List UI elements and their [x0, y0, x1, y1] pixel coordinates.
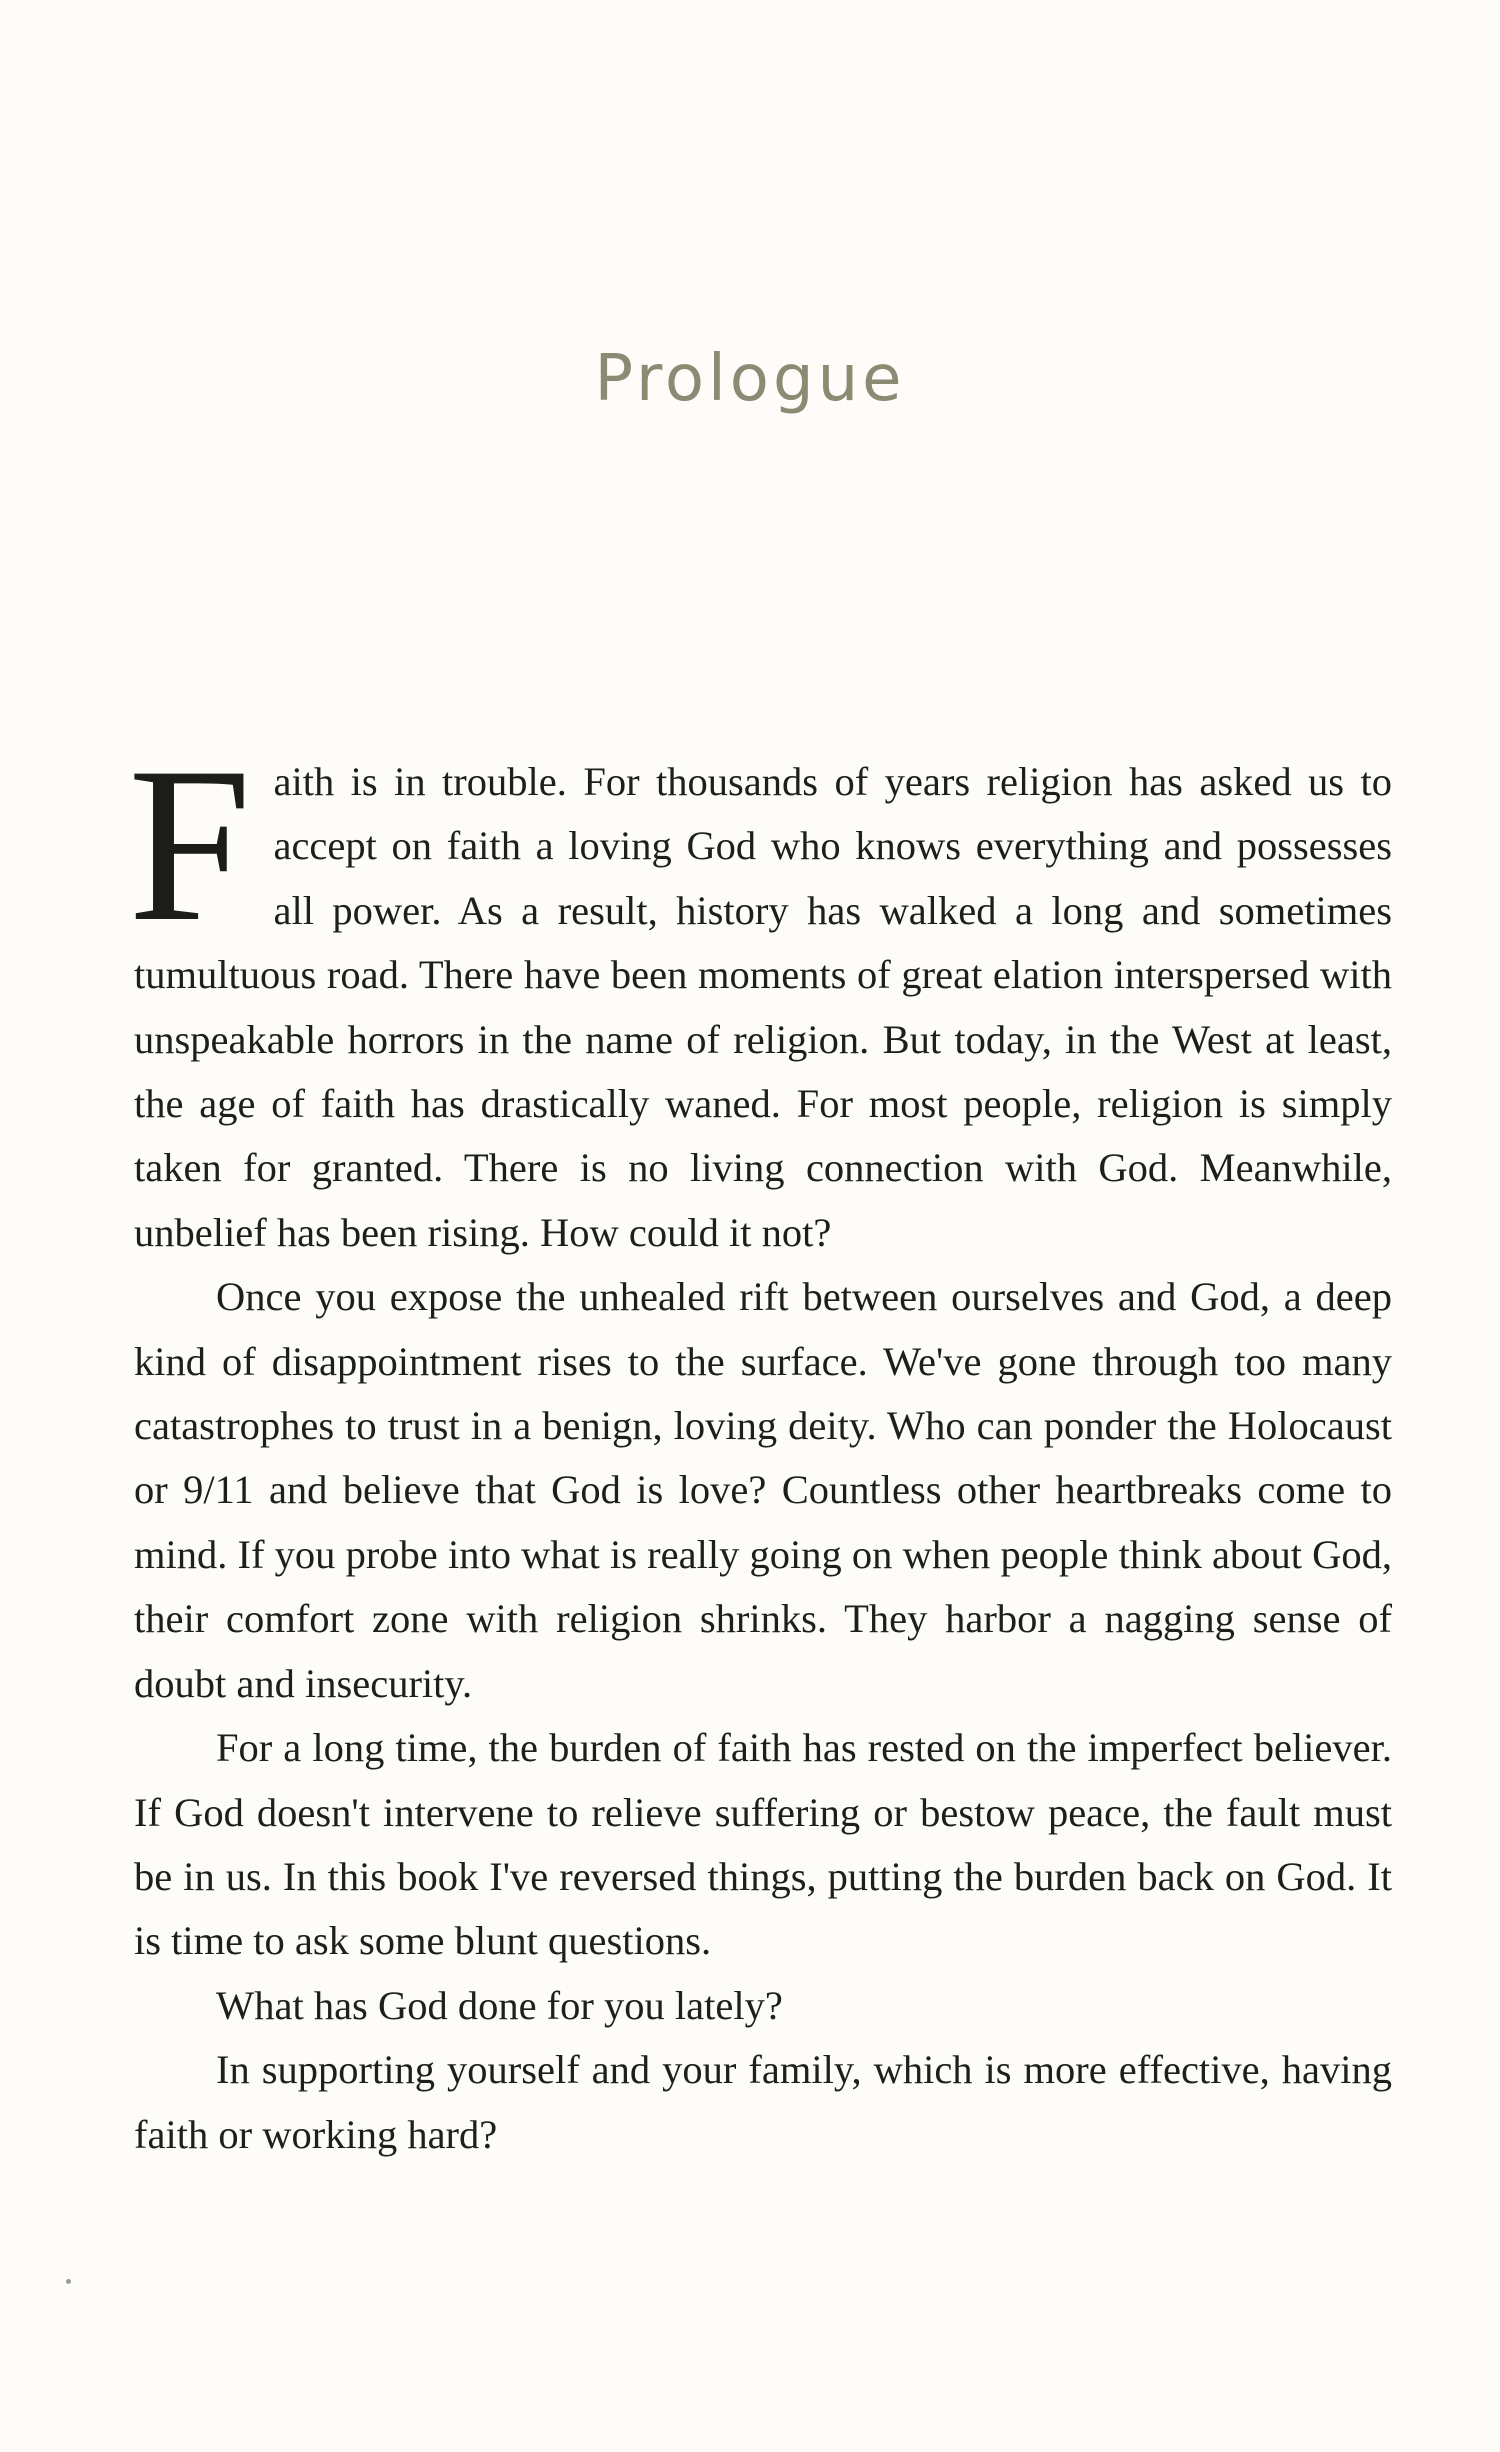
paragraph-1: [128, 722, 1392, 1265]
paragraph-1-text: aith is in trouble. For thousands of years religion has asked us to accept on faith a loving God who knows everything and possesses all power. As a result, history has walked a long and sometimes tumultuous road. There have been moments of great elation interspersed with unspeakable horrors in the name of religion. But today, in the West at least, the age of faith has drastically waned. For most people, religion is simply taken for granted. There is no living connection with God. Meanwhile, unbelief has been rising. How could it not?: [134, 759, 1392, 1255]
paragraph-4: What has God done for you lately?: [216, 1982, 783, 2028]
chapter-body: [128, 722, 1392, 2167]
page-speck: [66, 2279, 71, 2284]
paragraph-5: In supporting yourself and your family, which is more effective, having faith or working hard?: [134, 2047, 1392, 2157]
chapter-title: Prologue: [594, 342, 906, 416]
paragraph-2: Once you expose the unhealed rift between ourselves and God, a deep kind of disappointment rises to the surface. We've gone through too many catastrophes to trust in a benign, loving deity. Who can ponder the Holocaust or 9/11 and believe that God is love? Countless other heartbreaks come to mind. If you probe into what is really going on when people think about God, their comfort zone with religion shrinks. They harbor a nagging sense of doubt and insecurity.: [134, 1274, 1392, 1706]
drop-cap: F: [128, 722, 252, 968]
paragraph-3: For a long time, the burden of faith has rested on the imperfect believer. If God doesn't intervene to relieve suffering or bestow peace, the fault must be in us. In this book I've reversed things, putting the burden back on God. It is time to ask some blunt questions.: [134, 1725, 1392, 1964]
